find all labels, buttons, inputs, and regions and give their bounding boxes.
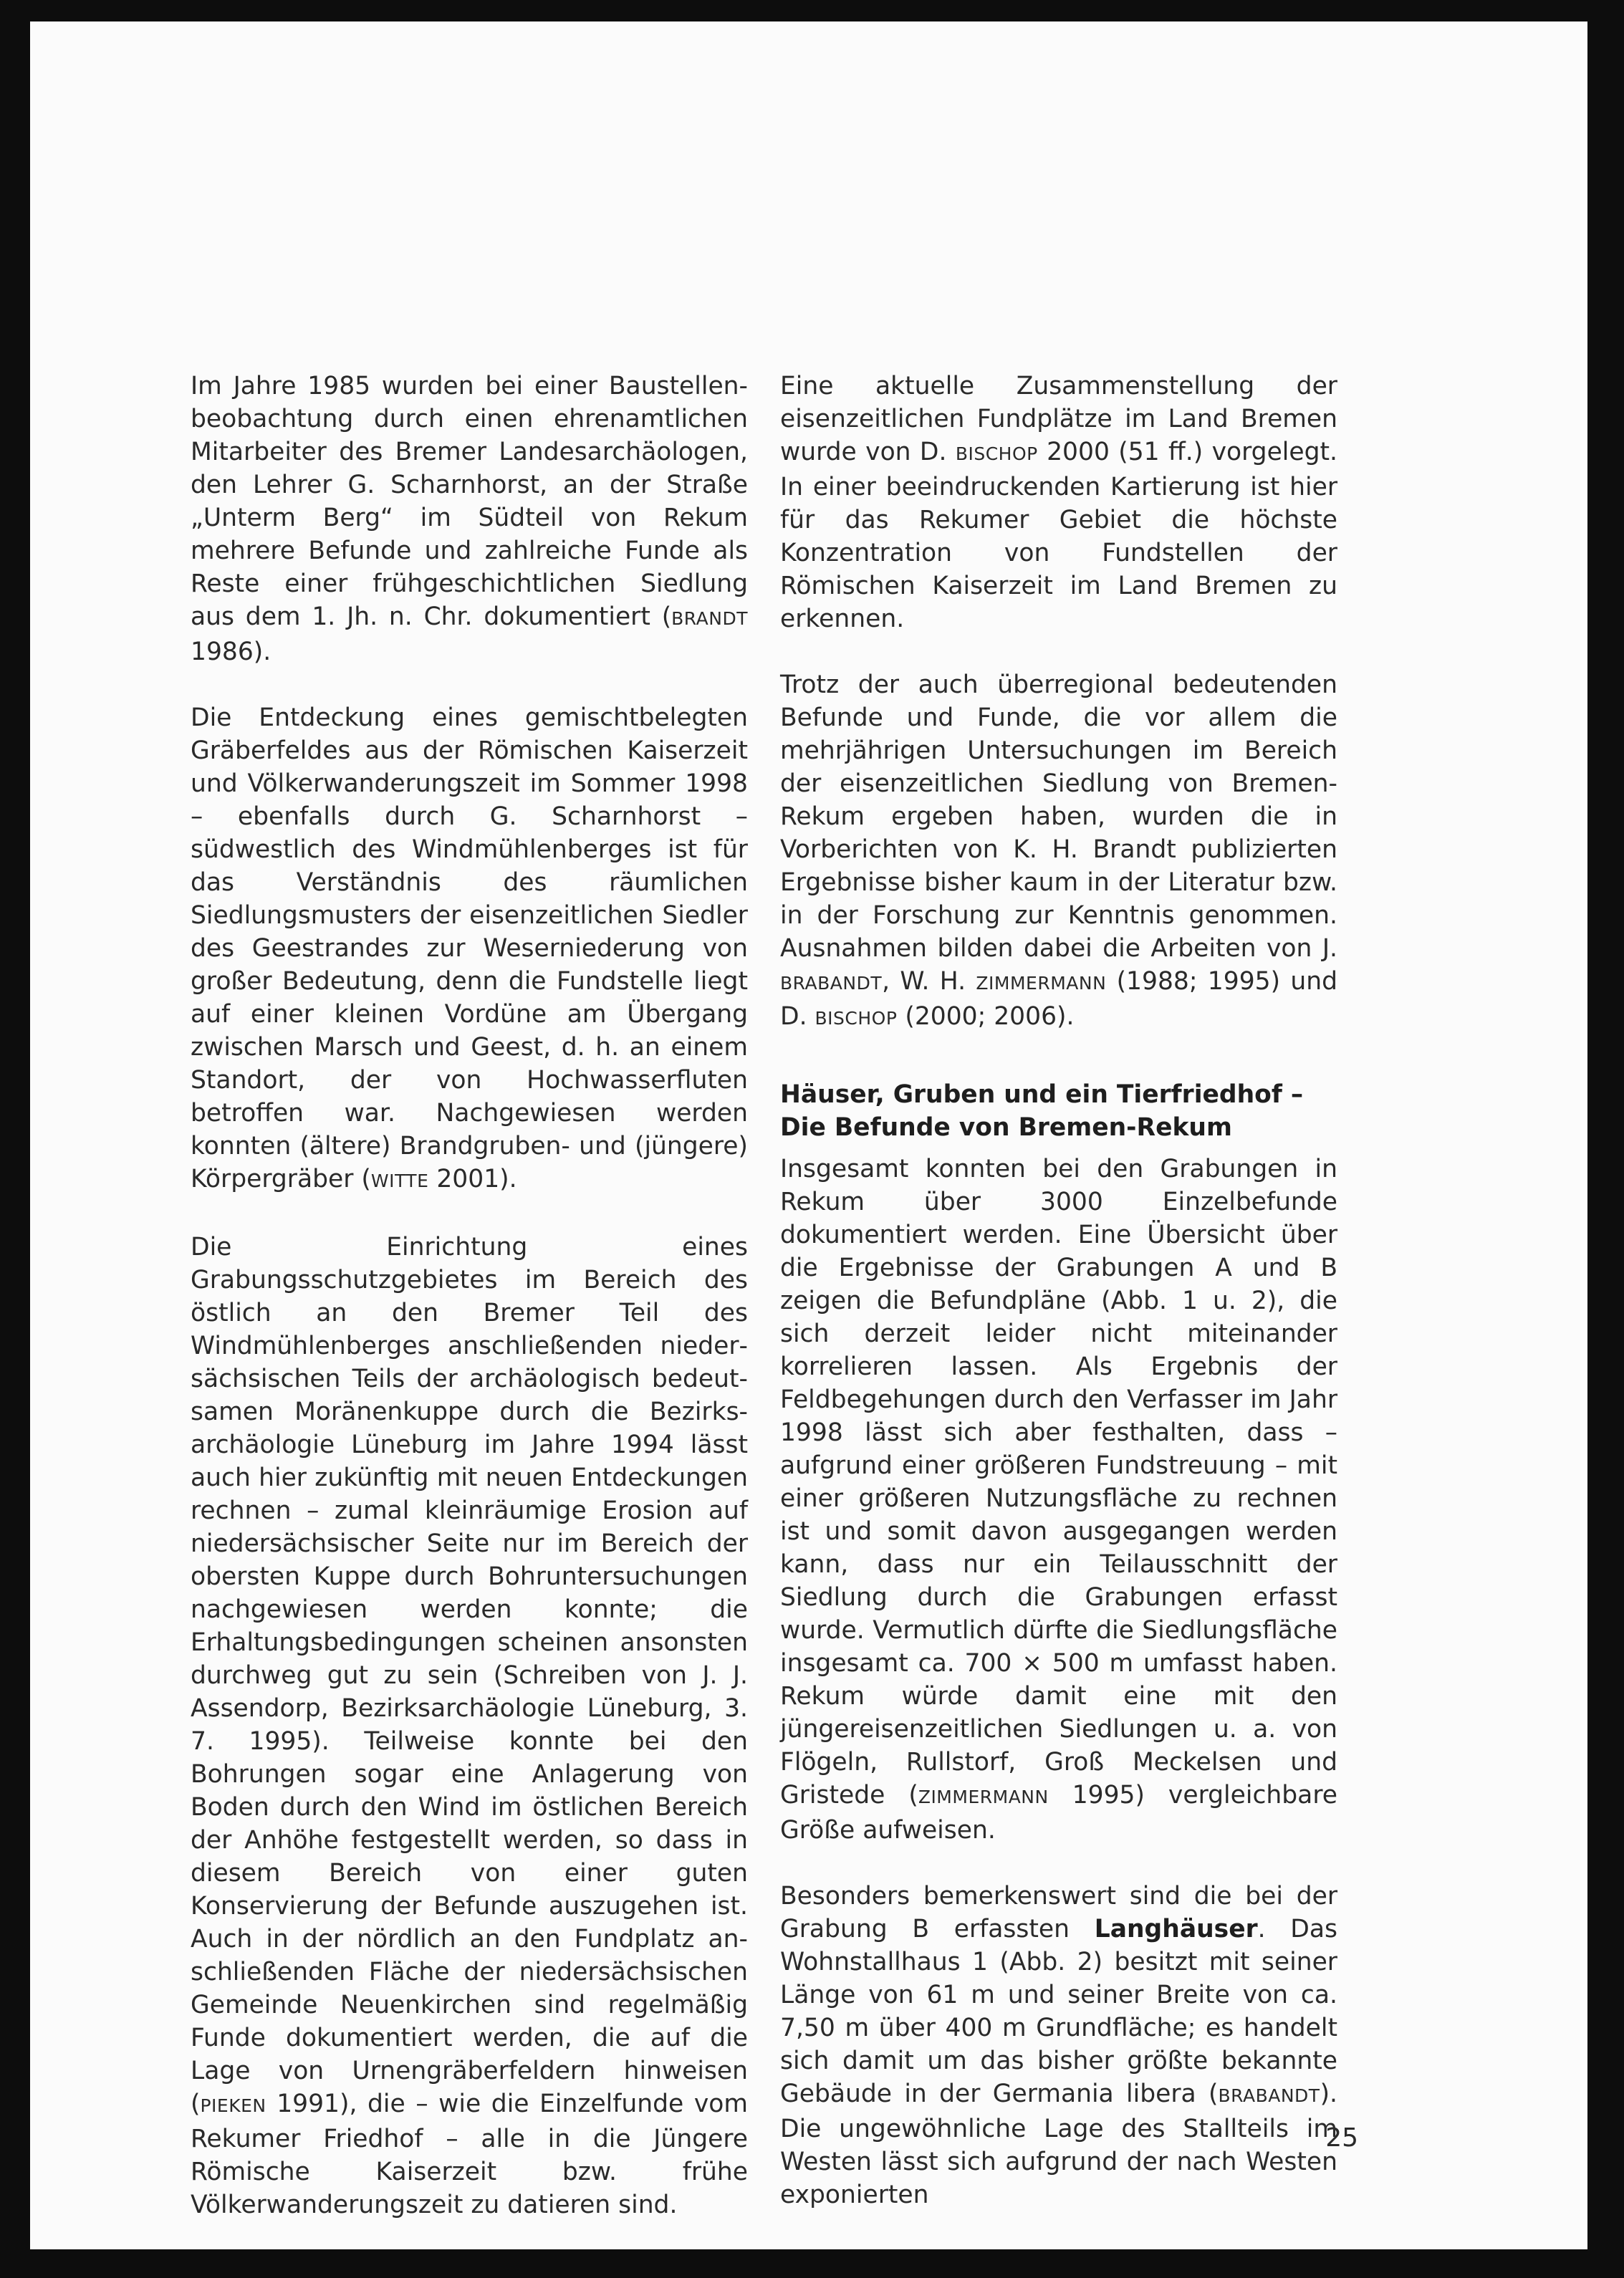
paragraph-right-1: Eine aktuelle Zusammenstellung der eisenzeitlichen Fundplätze im Land Bremen wurde von D. BISCHOP 2000 (51 ff.) vorgelegt. In einer beeindruckenden Kartierung ist hier für das Rekumer Gebiet die höchste Konzentration von Fundstellen der Römischen Kaiserzeit im Land Bremen zu erkennen. (780, 372, 1338, 633)
citation-author: BRABANDT (1218, 2085, 1320, 2106)
paragraph-left-2: Die Entdeckung eines gemischtbelegten Gräberfeldes aus der Römischen Kaiserzeit und Völkerwanderungszeit im Sommer 1998 – ebenfalls durch G. Scharnhorst – südwestlich des Windmühlenberges ist für das Verständnis des räumlichen Siedlungsmusters der eisenzeitlichen Siedler des Geestrandes zur Weserniederung von großer Bedeutung, denn die Fundstelle liegt auf einer kleinen Vordüne am Übergang zwischen Marsch und Geest, d. h. an einem Standort, der von Hochwasserfluten betroffen war. Nachgewiesen werden konnten (ältere) Brandgruben- und (jüngere) Körpergräber (WITTE 2001). (191, 703, 748, 1193)
citation-author: BISCHOP (815, 1008, 898, 1029)
citation-author: BRABANDT (780, 973, 883, 994)
paragraph-right-3: Insgesamt konnten bei den Grabungen in Rekum über 3000 Einzelbefunde dokumentiert werden. Eine Übersicht über die Ergebnisse der Grabungen A und B zeigen die Befundpläne (Abb. 1 u. 2), die sich derzeit leider nicht miteinander korrelieren lassen. Als Ergebnis der Feldbegehungen durch den Verfasser im Jahr 1998 lässt sich aber festhalten, dass – aufgrund einer größeren Fundstreuung – mit einer größeren Nutzungsfläche zu rechnen ist und somit davon ausgegangen werden kann, dass nur ein Teilausschnitt der Siedlung durch die Grabungen erfasst wurde. Vermutlich dürfte die Siedlungsfläche insgesamt ca. 700 × 500 m umfasst haben. Rekum würde damit eine mit den jüngereisenzeitlichen Siedlungen u. a. von Flögeln, Rullstorf, Groß Meckelsen und Gristede (ZIMMERMANN 1995) vergleichbare Größe aufweisen. (780, 1155, 1337, 1845)
citation-author: ZIMMERMANN (976, 973, 1107, 994)
document-page (30, 21, 1587, 2249)
paragraph-left-3: Die Einrichtung eines Grabungsschutzgebietes im Bereich des östlich an den Bremer Teil des Windmühlenberges anschließenden niedersächsischen Teils der archäologisch bedeutsamen Moränenkuppe durch die Bezirksarchäologie Lüneburg im Jahre 1994 lässt auch hier zukünftig mit neuen Entdeckungen rechnen – zumal kleinräumige Erosion auf niedersächsischer Seite nur im Bereich der obersten Kuppe durch Bohruntersuchungen nachgewiesen werden konnte; die Erhaltungsbedingungen scheinen ansonsten durchweg gut zu sein (Schreiben von J. J. Assendorp, Bezirksarchäologie Lüneburg, 3. 7. 1995). Teilweise konnte bei den Bohrungen sogar eine Anlagerung von Boden durch den Wind im östlichen Bereich der Anhöhe festgestellt werden, so dass in diesem Bereich von einer guten Konservierung der Befunde auszugehen ist. Auch in der nördlich an den Fundplatz anschließenden Fläche der niedersächsischen Gemeinde Neuenkirchen sind regelmäßig Funde dokumentiert werden, die auf die Lage von Urnengräberfeldern hinweisen (PIEKEN 1991), die – wie die Einzelfunde vom Rekumer Friedhof – alle in die Jüngere Römische Kaiserzeit bzw. frühe Völkerwanderungszeit zu datieren sind. (191, 1233, 748, 2219)
paragraph-right-2: Trotz der auch überregional bedeutenden Befunde und Funde, die vor allem die mehrjährigen Untersuchungen im Bereich der eisenzeitlichen Siedlung von Bremen-Rekum ergeben haben, wurden die in Vorberichten von K. H. Brandt publizierten Ergebnisse bisher kaum in der Literatur bzw. in der Forschung zur Kenntnis genommen. Ausnahmen bilden dabei die Arbeiten von J. BRABANDT, W. H. ZIMMERMANN (1988; 1995) und D. BISCHOP (2000; 2006). (780, 671, 1337, 1031)
citation-author: BISCHOP (955, 443, 1038, 464)
paragraph-right-4: Besonders bemerkenswert sind die bei der Grabung B erfassten Langhäuser. Das Wohnstallhaus 1 (Abb. 2) besitzt mit seiner Länge von 61 m und seiner Breite von ca. 7,50 m über 400 m Grundfläche; es handelt sich damit um das bisher größte bekannte Gebäude in der Germania libera (BRABANDT). Die ungewöhnliche Lage des Stallteils im Westen lässt sich aufgrund der nach Westen exponierten (780, 1882, 1337, 2209)
paragraph-left-1: Im Jahre 1985 wurden bei einer Baustellenbeobachtung durch einen ehrenamtlichen Mitarbeiter des Bremer Landesarchäologen, den Lehrer G. Scharnhorst, an der Straße „Unterm Berg“ im Südteil von Rekum mehrere Befunde und zahlreiche Funde als Reste einer frühgeschichtlichen Siedlung aus dem 1. Jh. n. Chr. dokumentiert (BRANDT 1986). (191, 372, 748, 666)
left-column (191, 370, 748, 2221)
keyword-bold: Langhäuser (1094, 1915, 1258, 1943)
section-heading-line-2: Die Befunde von Bremen-Rekum (780, 1113, 1232, 1142)
right-column (780, 370, 1337, 2211)
citation-author: PIEKEN (200, 2095, 266, 2116)
section-heading (780, 1078, 1337, 1144)
citation-author: BRANDT (671, 608, 748, 629)
citation-author: ZIMMERMANN (918, 1787, 1049, 1807)
section-heading-line-1: Häuser, Gruben und ein Tierfriedhof – (780, 1080, 1304, 1109)
citation-author: WITTE (370, 1171, 429, 1191)
page-number: 25 (1325, 2123, 1358, 2153)
